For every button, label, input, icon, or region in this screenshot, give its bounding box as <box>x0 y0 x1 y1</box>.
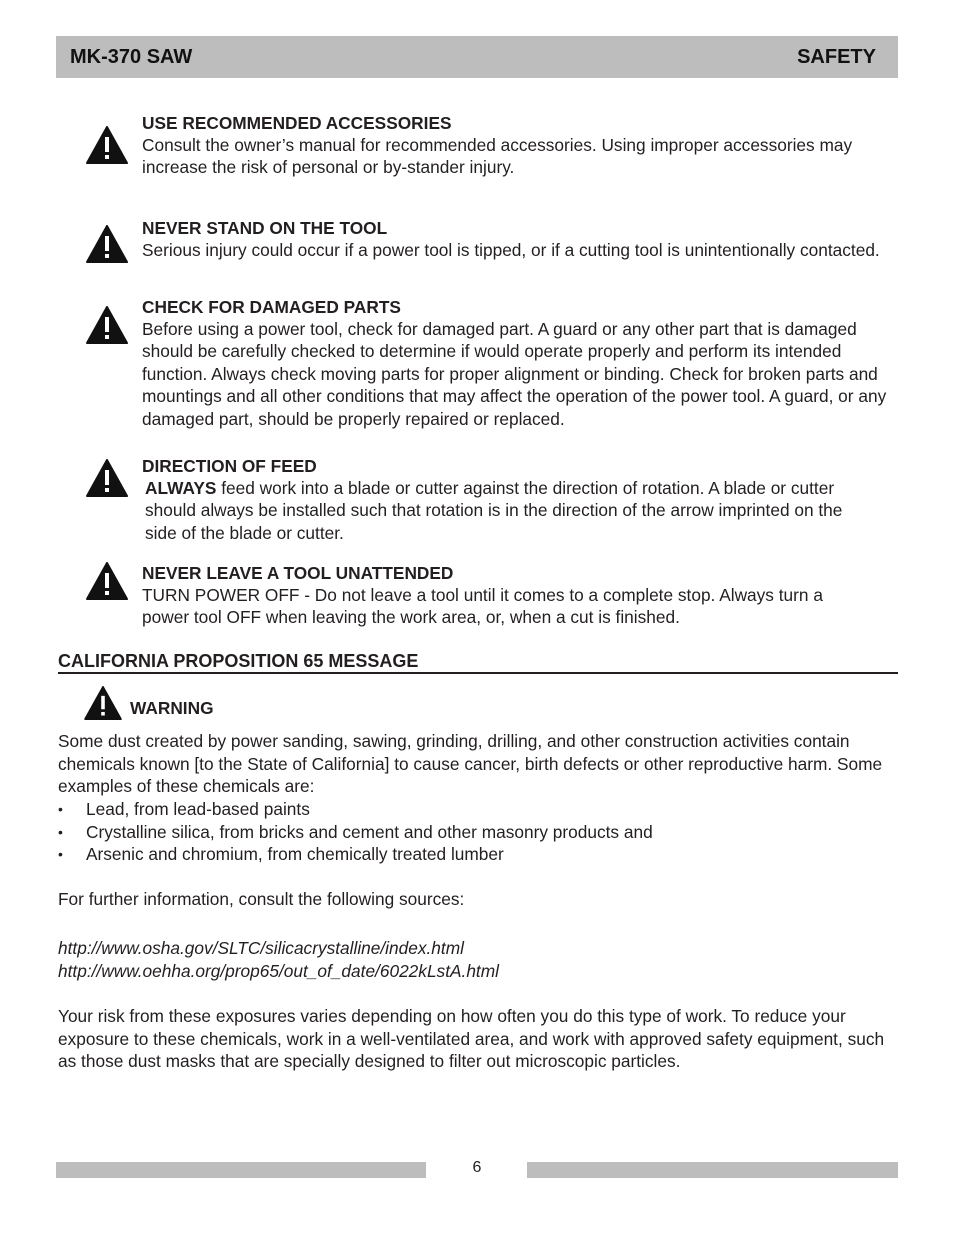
item-text <box>145 477 845 544</box>
warning-triangle-icon <box>86 562 128 600</box>
safety-item-direction-of-feed <box>86 455 898 544</box>
item-text-lead: ALWAYS <box>145 478 217 498</box>
warning-triangle-icon <box>86 306 128 344</box>
source-links <box>58 937 499 982</box>
list-item-text: Arsenic and chromium, from chemically treated lumber <box>86 844 504 865</box>
item-text-body: Serious injury could occur if a power tool is tipped, or if a cutting tool is unintentionally contacted. <box>142 240 880 260</box>
warning-triangle-icon <box>86 225 128 263</box>
item-title: CHECK FOR DAMAGED PARTS <box>142 297 401 317</box>
list-item-text: Crystalline silica, from bricks and cement and other masonry products and <box>86 821 653 842</box>
footer-bar-right <box>527 1162 898 1178</box>
item-title: DIRECTION OF FEED <box>142 456 317 476</box>
item-text-body: Consult the owner’s manual for recommended accessories. Using improper accessories may increase the risk of personal or by-stander injury. <box>142 135 853 178</box>
bullet-icon: • <box>58 801 63 817</box>
header-section: SAFETY <box>797 45 876 68</box>
warning-triangle-icon <box>86 126 128 164</box>
prop65-intro: Some dust created by power sanding, sawing, grinding, drilling, and other construction activities contain chemicals known [to the State of California] to cause cancer, birth defects or other reproductive harm. Some examples of these chemicals are: <box>58 731 883 797</box>
item-text-body: feed work into a blade or cutter against the direction of rotation. A blade or cutter should always be installed such that rotation is in the direction of the arrow imprinted on the side of the blade or cutter. <box>145 478 843 543</box>
list-item <box>58 821 898 844</box>
page-header <box>56 36 898 78</box>
safety-item-accessories <box>86 112 898 179</box>
bullet-icon: • <box>58 846 63 863</box>
item-text <box>142 134 898 179</box>
source-link[interactable]: http://www.oehha.org/prop65/out_of_date/6022kLstA.html <box>58 960 499 981</box>
warning-triangle-icon <box>86 459 128 497</box>
item-text-body: TURN POWER OFF - Do not leave a tool until it comes to a complete stop. Always turn a power tool OFF when leaving the work area, or, when a cut is finished. <box>142 585 823 628</box>
safety-item-damaged-parts <box>86 296 898 430</box>
prop65-warning-heading <box>84 686 214 720</box>
safety-item-stand <box>86 217 898 261</box>
list-item <box>58 798 898 821</box>
safety-item-unattended <box>86 562 898 629</box>
header-model: MK-370 SAW <box>70 45 193 68</box>
prop65-section-title: CALIFORNIA PROPOSITION 65 MESSAGE <box>58 650 898 674</box>
item-title: NEVER LEAVE A TOOL UNATTENDED <box>142 563 454 583</box>
closing-paragraph: Your risk from these exposures varies depending on how often you do this type of work. To reduce your exposure to these chemicals, work in a well-ventilated area, and work with approved safety equipment, such as those dust masks that are specially designed to filter out microscopic particles. <box>58 1006 885 1072</box>
bullet-icon: • <box>58 823 63 840</box>
item-text-body: Before using a power tool, check for damaged part. A guard or any other part that is damaged should be carefully checked to determine if would operate properly and perform its intended function. Always check moving parts for proper alignment or binding. Check for broken parts and mountings and all other conditions that may affect the operation of the power tool. A guard, or any damaged part, should be properly repaired or replaced. <box>142 319 887 429</box>
item-text <box>142 239 898 261</box>
item-title: NEVER STAND ON THE TOOL <box>142 218 388 238</box>
item-title: USE RECOMMENDED ACCESSORIES <box>142 113 452 133</box>
chemical-list <box>58 798 898 866</box>
warning-triangle-icon <box>84 686 122 720</box>
source-link[interactable]: http://www.osha.gov/SLTC/silicacrystalline/index.html <box>58 938 464 958</box>
item-text <box>142 584 852 629</box>
item-text <box>142 318 898 430</box>
further-info: For further information, consult the following sources: <box>58 889 465 909</box>
list-item <box>58 843 898 866</box>
warning-label: WARNING <box>130 698 214 718</box>
footer-bar-left <box>56 1162 426 1178</box>
page-number: 6 <box>472 1159 482 1176</box>
list-item-text: Lead, from lead-based paints <box>86 799 310 819</box>
